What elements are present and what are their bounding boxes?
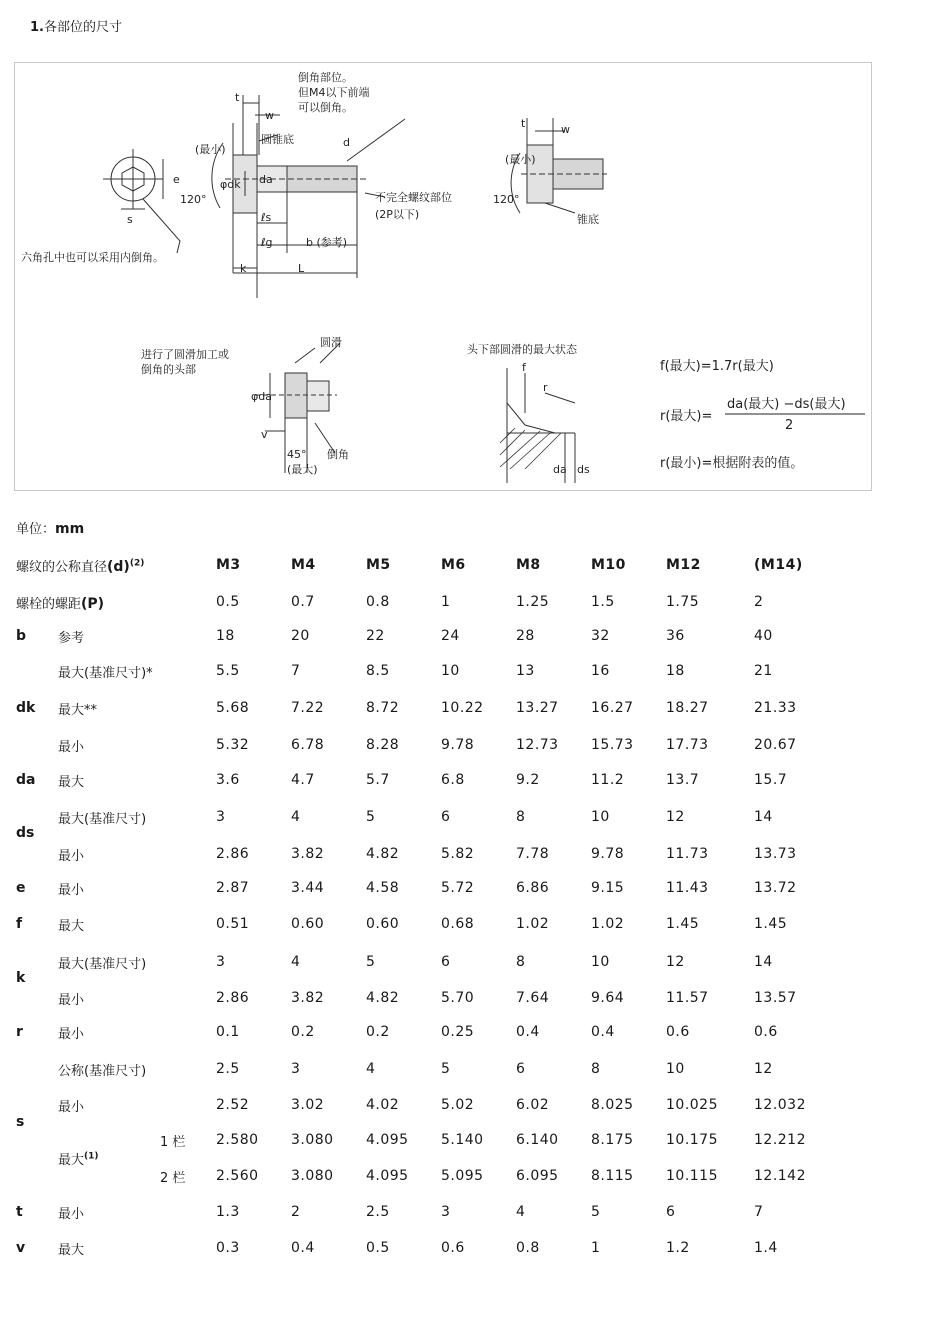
callout-head-process-1: 进行了圆滑加工或 xyxy=(141,348,229,361)
table-cell: 0.2 xyxy=(366,1024,390,1040)
table-row xyxy=(10,1014,823,1050)
table-cell: M12 xyxy=(666,557,701,573)
formula-f-max: f(最大)=1.7r(最大) xyxy=(660,359,774,374)
row-sublabel: 最小 xyxy=(58,1026,85,1042)
table-cell: 36 xyxy=(666,628,685,644)
table-cell: 3.82 xyxy=(291,990,325,1006)
dimension-diagram xyxy=(14,62,872,491)
table-cell: 18 xyxy=(666,663,685,679)
table-row xyxy=(10,546,823,584)
callout-rounded: 圆滑 xyxy=(320,336,342,349)
table-cell: 0.6 xyxy=(666,1024,690,1040)
table-row xyxy=(10,1122,823,1158)
row-sublabel: 最小 xyxy=(58,882,85,898)
table-cell: 0.4 xyxy=(291,1240,315,1256)
table-cell: 3 xyxy=(216,809,226,825)
table-cell: 6 xyxy=(441,954,451,970)
table-cell: 3.44 xyxy=(291,880,325,896)
table-cell: 9.78 xyxy=(441,737,475,753)
column-type-2: 2 栏 xyxy=(160,1170,186,1186)
unit-label: 单位： xyxy=(16,522,56,537)
table-cell: 2.580 xyxy=(216,1132,259,1148)
table-row xyxy=(10,906,823,942)
callout-chamfer-line1: 倒角部位。 xyxy=(298,71,353,84)
table-cell: 5.5 xyxy=(216,663,240,679)
callout-incomplete-thread: 不完全螺纹部位 xyxy=(375,191,452,204)
table-cell: 11.73 xyxy=(666,846,709,862)
table-cell: 8.175 xyxy=(591,1132,634,1148)
table-cell: 16 xyxy=(591,663,610,679)
table-cell: 21.33 xyxy=(754,700,797,716)
label-f: f xyxy=(522,361,526,374)
table-cell: 6 xyxy=(441,809,451,825)
row-symbol: e xyxy=(16,880,26,896)
table-cell: 3.080 xyxy=(291,1168,334,1184)
table-cell: 8 xyxy=(516,809,526,825)
table-cell: 5.095 xyxy=(441,1168,484,1184)
label-w: w xyxy=(265,109,274,122)
header-note: (2) xyxy=(129,558,145,569)
table-cell: 3 xyxy=(291,1061,301,1077)
table-cell: 1.02 xyxy=(516,916,550,932)
table-cell: 9.15 xyxy=(591,880,625,896)
unit-line xyxy=(16,518,84,537)
label-e: e xyxy=(173,173,180,186)
table-cell: 6.140 xyxy=(516,1132,559,1148)
table-cell: 6.8 xyxy=(441,772,465,788)
table-row xyxy=(10,584,823,620)
table-cell: 4 xyxy=(516,1204,526,1220)
table-row xyxy=(10,764,823,796)
table-cell: 10 xyxy=(591,954,610,970)
row-sublabel: 最小 xyxy=(58,848,85,864)
table-cell: 3.02 xyxy=(291,1097,325,1113)
table-cell: 4.095 xyxy=(366,1132,409,1148)
table-cell: 1.45 xyxy=(666,916,700,932)
table-cell: 5 xyxy=(591,1204,601,1220)
table-cell: 32 xyxy=(591,628,610,644)
table-cell: 1.45 xyxy=(754,916,788,932)
row-symbol xyxy=(10,652,52,690)
table-cell: 7 xyxy=(291,663,301,679)
row-sublabel: 最小 xyxy=(58,1206,85,1222)
table-cell: 4 xyxy=(291,954,301,970)
table-cell: 13.7 xyxy=(666,772,700,788)
table-cell: 10.175 xyxy=(666,1132,718,1148)
table-cell: M3 xyxy=(216,557,241,573)
table-cell: M6 xyxy=(441,557,466,573)
table-cell: 2.87 xyxy=(216,880,250,896)
table-cell: 12 xyxy=(666,809,685,825)
pitch-label xyxy=(10,584,210,620)
table-cell: 5.140 xyxy=(441,1132,484,1148)
table-cell: 0.60 xyxy=(291,916,325,932)
table-cell: 1.3 xyxy=(216,1204,240,1220)
row-sublabel xyxy=(52,1122,154,1194)
table-cell: 10 xyxy=(591,809,610,825)
table-cell: M5 xyxy=(366,557,391,573)
table-cell: 16.27 xyxy=(591,700,634,716)
table-row xyxy=(10,726,823,764)
table-row xyxy=(10,1050,823,1088)
table-cell: 4.82 xyxy=(366,846,400,862)
table-cell: 9.78 xyxy=(591,846,625,862)
row-symbol: dk xyxy=(16,700,36,716)
table-row xyxy=(10,652,823,690)
table-cell: 5.02 xyxy=(441,1097,475,1113)
table-cell: 11.2 xyxy=(591,772,625,788)
table-cell: 12 xyxy=(754,1061,773,1077)
table-cell: 20.67 xyxy=(754,737,797,753)
row-sublabel: 最小 xyxy=(58,992,85,1008)
table-row xyxy=(10,838,823,870)
table-cell: 4.58 xyxy=(366,880,400,896)
label-r: r xyxy=(543,381,548,394)
table-cell: 0.4 xyxy=(516,1024,540,1040)
table-cell: 7.64 xyxy=(516,990,550,1006)
table-cell: 8.5 xyxy=(366,663,390,679)
label-k: k xyxy=(240,262,247,275)
table-cell: 8.025 xyxy=(591,1097,634,1113)
table-cell: 9.64 xyxy=(591,990,625,1006)
table-cell: 3.6 xyxy=(216,772,240,788)
row-sublabel: 最大(基准尺寸)* xyxy=(58,665,153,681)
table-row xyxy=(10,870,823,906)
row-sublabel: 最大(基准尺寸) xyxy=(58,811,147,827)
table-cell: 8.28 xyxy=(366,737,400,753)
section-number: 1. xyxy=(30,20,44,35)
table-cell: 0.6 xyxy=(754,1024,778,1040)
table-cell: 0.5 xyxy=(216,594,240,610)
table-cell: 4.7 xyxy=(291,772,315,788)
table-cell: 13.27 xyxy=(516,700,559,716)
table-cell: 13.72 xyxy=(754,880,797,896)
row-sublabel: 最大 xyxy=(58,1242,85,1258)
table-cell: 12.212 xyxy=(754,1132,806,1148)
label-da: da xyxy=(259,173,273,186)
table-cell: 8.72 xyxy=(366,700,400,716)
row-symbol: r xyxy=(16,1024,23,1040)
table-cell: 0.3 xyxy=(216,1240,240,1256)
label-ls: ℓs xyxy=(261,211,272,224)
table-cell: 3 xyxy=(441,1204,451,1220)
table-cell: 10.22 xyxy=(441,700,484,716)
table-cell: 0.7 xyxy=(291,594,315,610)
row-symbol: f xyxy=(16,916,23,932)
row-symbol: v xyxy=(16,1240,26,1256)
table-cell: 1 xyxy=(441,594,451,610)
table-cell: 3 xyxy=(216,954,226,970)
table-cell: 13.57 xyxy=(754,990,797,1006)
unit-value: mm xyxy=(55,521,85,537)
label-d: d xyxy=(343,136,350,149)
label-t: t xyxy=(235,91,240,104)
label-min-2: (最小) xyxy=(505,153,536,166)
table-cell: 3.82 xyxy=(291,846,325,862)
table-cell: 0.5 xyxy=(366,1240,390,1256)
header-label-text: 螺纹的公称直径 xyxy=(16,559,108,575)
row-sublabel: 最小 xyxy=(58,739,85,755)
table-cell: 18 xyxy=(216,628,235,644)
row-symbol: da xyxy=(16,772,36,788)
label-120deg-2: 120° xyxy=(493,193,520,206)
table-cell: 8 xyxy=(516,954,526,970)
table-cell: 0.2 xyxy=(291,1024,315,1040)
table-cell: 12.142 xyxy=(754,1168,806,1184)
table-cell: (M14) xyxy=(754,557,803,573)
table-row xyxy=(10,1194,823,1230)
table-cell: 2.86 xyxy=(216,990,250,1006)
table-cell: 5.72 xyxy=(441,880,475,896)
table-cell: 0.8 xyxy=(366,594,390,610)
table-cell: M8 xyxy=(516,557,541,573)
table-cell: 14 xyxy=(754,954,773,970)
table-cell: 15.7 xyxy=(754,772,788,788)
section-title xyxy=(30,16,122,35)
label-min-1: (最小) xyxy=(195,143,226,156)
table-cell: 5 xyxy=(366,954,376,970)
table-row xyxy=(10,796,823,838)
table-cell: 2.5 xyxy=(366,1204,390,1220)
callout-under-head: 头下部圆滑的最大状态 xyxy=(467,343,577,356)
table-cell: 0.60 xyxy=(366,916,400,932)
row-symbol xyxy=(10,726,52,764)
table-cell: 12 xyxy=(666,954,685,970)
section-title-text: 各部位的尺寸 xyxy=(43,20,122,35)
table-cell: 6.095 xyxy=(516,1168,559,1184)
row-sublabel: 公称(基准尺寸) xyxy=(58,1063,147,1079)
table-row xyxy=(10,982,823,1014)
table-cell: 2 xyxy=(291,1204,301,1220)
table-cell: 1.75 xyxy=(666,594,700,610)
pitch-label-sym: (P) xyxy=(81,595,105,612)
table-cell: 22 xyxy=(366,628,385,644)
column-type-1: 1 栏 xyxy=(160,1134,186,1150)
formula-r-max-lhs: r(最大)= xyxy=(660,409,713,424)
callout-hex-hole: 六角孔中也可以采用内倒角。 xyxy=(21,251,164,264)
label-max-bracket: (最大) xyxy=(287,463,318,476)
table-cell: 5 xyxy=(441,1061,451,1077)
table-cell: 1.4 xyxy=(754,1240,778,1256)
table-cell: 1.25 xyxy=(516,594,550,610)
table-cell: 10 xyxy=(441,663,460,679)
label-t-2: t xyxy=(521,117,526,130)
table-cell: 5.7 xyxy=(366,772,390,788)
table-cell: 0.51 xyxy=(216,916,250,932)
s-max-note: (1) xyxy=(84,1151,99,1162)
row-sublabel: 最大(基准尺寸) xyxy=(58,956,147,972)
table-cell: 2.86 xyxy=(216,846,250,862)
table-row xyxy=(10,620,823,652)
table-cell: 13.73 xyxy=(754,846,797,862)
row-sublabel: 参考 xyxy=(58,630,85,646)
table-row xyxy=(10,1230,823,1266)
table-row xyxy=(10,1088,823,1122)
pitch-label-text: 螺栓的螺距 xyxy=(16,596,82,612)
formula-r-max-numerator: da(最大) −ds(最大) xyxy=(727,397,846,412)
dimension-table xyxy=(10,546,823,1266)
table-cell: 1.2 xyxy=(666,1240,690,1256)
table-cell: 21 xyxy=(754,663,773,679)
table-cell: 5.70 xyxy=(441,990,475,1006)
table-cell: 3.080 xyxy=(291,1132,334,1148)
callout-chamfer-line3: 可以倒角。 xyxy=(298,101,353,114)
table-cell: 4.095 xyxy=(366,1168,409,1184)
table-cell: 5.82 xyxy=(441,846,475,862)
table-cell: 0.68 xyxy=(441,916,475,932)
row-sublabel: 最大** xyxy=(58,702,98,718)
table-cell: 15.73 xyxy=(591,737,634,753)
table-cell: 10.115 xyxy=(666,1168,718,1184)
table-cell: 1.02 xyxy=(591,916,625,932)
table-cell: 7 xyxy=(754,1204,764,1220)
table-cell: M4 xyxy=(291,557,316,573)
table-cell: 7.78 xyxy=(516,846,550,862)
formula-r-min: r(最小)=根据附表的值。 xyxy=(660,456,804,471)
row-symbol: s xyxy=(16,1114,25,1130)
table-cell: 6.78 xyxy=(291,737,325,753)
table-cell: 5.68 xyxy=(216,700,250,716)
table-cell: 6 xyxy=(666,1204,676,1220)
table-cell: 20 xyxy=(291,628,310,644)
table-cell: 8.115 xyxy=(591,1168,634,1184)
label-w-2: w xyxy=(561,123,570,136)
header-label-sym: (d) xyxy=(107,558,130,575)
table-cell: 0.4 xyxy=(591,1024,615,1040)
label-v: v xyxy=(261,428,268,441)
header-label xyxy=(10,546,210,584)
table-cell: 4.82 xyxy=(366,990,400,1006)
diagram-svg xyxy=(15,63,871,490)
label-b-ref: b (参考) xyxy=(306,236,348,249)
table-cell: 6 xyxy=(516,1061,526,1077)
table-cell: 4.02 xyxy=(366,1097,400,1113)
table-row xyxy=(10,690,823,726)
table-cell: 12.73 xyxy=(516,737,559,753)
table-cell: 28 xyxy=(516,628,535,644)
row-symbol: b xyxy=(16,628,27,644)
row-sublabel: 最小 xyxy=(58,1099,85,1115)
row-symbol: ds xyxy=(16,825,35,841)
table-cell: 9.2 xyxy=(516,772,540,788)
table-cell: 8 xyxy=(591,1061,601,1077)
table-cell: 7.22 xyxy=(291,700,325,716)
label-45deg: 45° xyxy=(287,448,307,461)
table-cell: 0.6 xyxy=(441,1240,465,1256)
table-cell: 14 xyxy=(754,809,773,825)
table-cell: 4 xyxy=(366,1061,376,1077)
row-sublabel: 最大 xyxy=(58,774,85,790)
callout-incomplete-2p: (2P以下) xyxy=(375,208,420,221)
table-cell: 11.57 xyxy=(666,990,709,1006)
table-cell: 10.025 xyxy=(666,1097,718,1113)
table-cell: 2.52 xyxy=(216,1097,250,1113)
table-cell: 13 xyxy=(516,663,535,679)
table-cell: 6.86 xyxy=(516,880,550,896)
table-cell: 11.43 xyxy=(666,880,709,896)
table-cell: 17.73 xyxy=(666,737,709,753)
table-cell: 6.02 xyxy=(516,1097,550,1113)
table-cell: 5.32 xyxy=(216,737,250,753)
row-symbol: t xyxy=(16,1204,23,1220)
callout-head-process-2: 倒角的头部 xyxy=(141,363,196,376)
callout-cone-bottom: 圆锥底 xyxy=(261,133,294,146)
table-cell: 18.27 xyxy=(666,700,709,716)
label-s: s xyxy=(127,213,133,226)
row-symbol: k xyxy=(16,970,26,986)
label-ds: ds xyxy=(577,463,590,476)
table-cell: 5 xyxy=(366,809,376,825)
label-da-2: da xyxy=(553,463,567,476)
table-cell: 40 xyxy=(754,628,773,644)
table-cell: 24 xyxy=(441,628,460,644)
formula-r-max-denominator: 2 xyxy=(785,418,794,433)
table-cell: 2.560 xyxy=(216,1168,259,1184)
table-cell: 4 xyxy=(291,809,301,825)
table-cell: 10 xyxy=(666,1061,685,1077)
table-cell: 0.8 xyxy=(516,1240,540,1256)
table-cell: 0.1 xyxy=(216,1024,240,1040)
label-L: L xyxy=(298,262,305,275)
table-row xyxy=(10,942,823,982)
callout-chamfer-line2: 但M4以下前端 xyxy=(298,86,370,99)
table-cell: 2.5 xyxy=(216,1061,240,1077)
label-phi-da: φda xyxy=(251,390,272,403)
table-cell: 12.032 xyxy=(754,1097,806,1113)
table-cell: 0.25 xyxy=(441,1024,475,1040)
s-max-label: 最大 xyxy=(58,1152,85,1168)
label-phi-dk: φdk xyxy=(220,178,241,191)
table-cell: M10 xyxy=(591,557,626,573)
callout-chamfer-small: 倒角 xyxy=(327,448,349,461)
table-cell: 1 xyxy=(591,1240,601,1256)
callout-cone-bottom-2: 锥底 xyxy=(577,213,599,226)
label-lg: ℓg xyxy=(261,236,273,249)
table-cell: 2 xyxy=(754,594,764,610)
table-cell: 1.5 xyxy=(591,594,615,610)
label-120deg: 120° xyxy=(180,193,207,206)
row-sublabel: 最大 xyxy=(58,918,85,934)
